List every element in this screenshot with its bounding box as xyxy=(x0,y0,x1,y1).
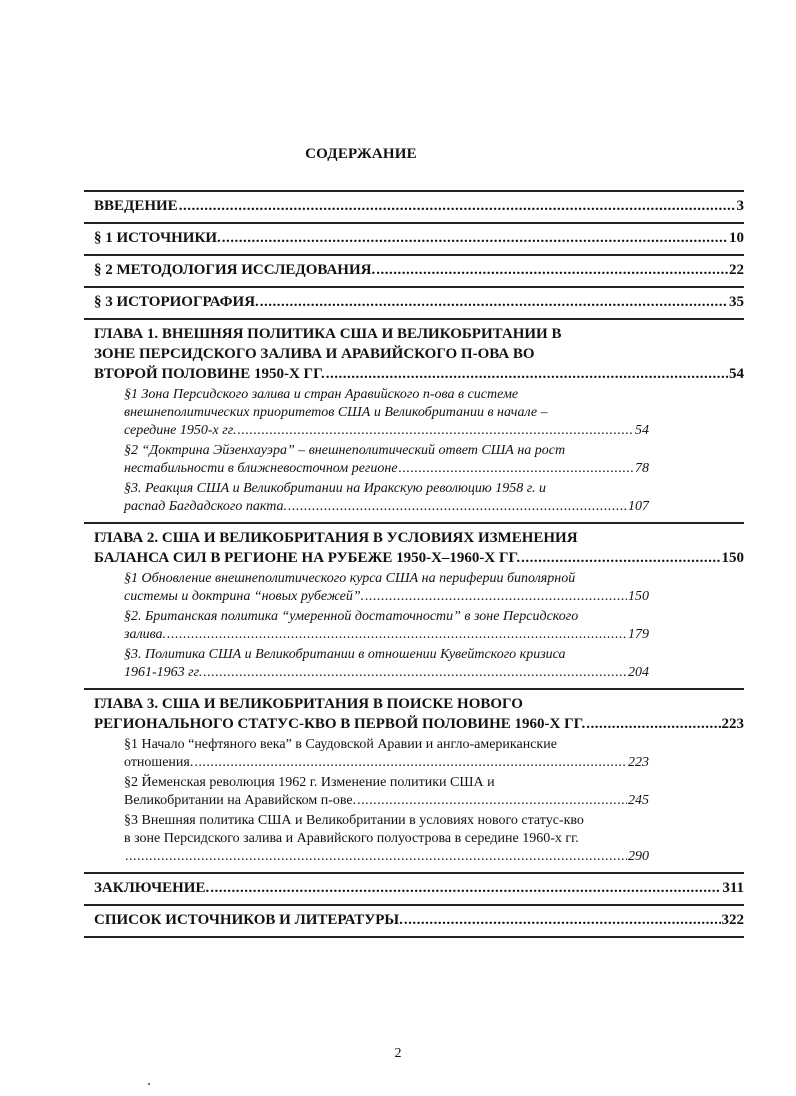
leader-dots xyxy=(203,664,627,682)
page-number: 2 xyxy=(394,1046,402,1061)
toc-chapter-2 xyxy=(84,522,744,688)
leader-dots xyxy=(521,548,720,568)
leader-dots xyxy=(357,792,627,810)
leader-dots xyxy=(167,626,627,644)
subsection-entry[interactable]: §3. Реакция США и Великобритании на Иракскую революцию 1958 г. и распад Багдадского пакта. ..... 107 xyxy=(124,480,649,516)
page-title: СОДЕРЖАНИЕ xyxy=(305,146,417,162)
subsection-entry[interactable]: §1 Зона Персидского залива и стран Аравийского п-ова в системе внешнеполитических приоритетов США и Великобритании в начале – середине 1950-х гг. ..... 54 xyxy=(124,386,649,440)
subsection-entry[interactable]: §2. Британская политика “умеренной достаточности” в зоне Персидского залива. ..... 179 xyxy=(124,608,649,644)
toc-page: 223 xyxy=(721,716,744,732)
leader-dots xyxy=(237,422,634,440)
leader-dots xyxy=(586,714,720,734)
leader-dots xyxy=(179,196,736,216)
toc-page: 322 xyxy=(721,912,744,928)
toc-page: 311 xyxy=(722,880,744,896)
chapter-2-subsections xyxy=(124,570,649,682)
leader-dots xyxy=(210,878,721,898)
toc-chapter-1 xyxy=(84,318,744,522)
subsection-entry[interactable]: §1 Начало “нефтяного века” в Саудовской Аравии и англо-американские отношения. ..... 223 xyxy=(124,736,649,772)
toc-page: 10 xyxy=(729,230,744,246)
leader-dots xyxy=(194,754,627,772)
leader-dots xyxy=(376,260,728,280)
chapter-title-line[interactable]: ГЛАВА 2. США И ВЕЛИКОБРИТАНИЯ В УСЛОВИЯХ ИЗМЕНЕНИЯ xyxy=(94,530,578,546)
toc-page: 22 xyxy=(729,262,744,278)
toc-chapter-3 xyxy=(84,688,744,872)
subsection-entry[interactable]: §2 Йеменская революция 1962 г. Изменение политики США и Великобритании на Аравийском п-ове. ..... 245 xyxy=(124,774,649,810)
leader-dots xyxy=(404,910,721,930)
toc-page: 54 xyxy=(729,366,744,382)
leader-dots xyxy=(125,848,627,866)
leader-dots xyxy=(288,498,627,516)
toc-entry-conclusion[interactable] xyxy=(84,872,744,904)
subsection-entry[interactable]: §2 “Доктрина Эйзенхауэра” – внешнеполитический ответ США на рост нестабильности в ближневосточном регионе ..... 78 xyxy=(124,442,649,478)
subsection-entry[interactable]: §3. Политика США и Великобритании в отношении Кувейтского кризиса 1961-1963 гг. ..... 204 xyxy=(124,646,649,682)
leader-dots xyxy=(399,460,634,478)
toc-page: 35 xyxy=(729,294,744,310)
table-of-contents xyxy=(84,190,744,938)
chapter-title-last-line[interactable]: БАЛАНСА СИЛ В РЕГИОНЕ НА РУБЕЖЕ 1950-Х–1960-Х ГГ. ..... 150 xyxy=(94,548,744,568)
toc-label: § 1 ИСТОЧНИКИ. xyxy=(94,230,221,246)
chapter-title-line[interactable]: ЗОНЕ ПЕРСИДСКОГО ЗАЛИВА И АРАВИЙСКОГО П-ОВА ВО xyxy=(94,346,535,362)
toc-entry-bibliography[interactable] xyxy=(84,904,744,938)
chapter-1-subsections xyxy=(124,386,649,516)
scan-speck xyxy=(148,1083,150,1085)
leader-dots xyxy=(326,364,728,384)
toc-label: СПИСОК ИСТОЧНИКОВ И ЛИТЕРАТУРЫ. xyxy=(94,912,403,928)
toc-page: 150 xyxy=(721,550,744,566)
toc-label: ЗАКЛЮЧЕНИЕ. xyxy=(94,880,210,896)
chapter-title-line[interactable]: ГЛАВА 3. США И ВЕЛИКОБРИТАНИЯ В ПОИСКЕ НОВОГО xyxy=(94,696,523,712)
toc-page: 3 xyxy=(736,198,744,214)
toc-label: ВВЕДЕНИЕ xyxy=(94,198,178,214)
toc-entry-section-3[interactable] xyxy=(84,286,744,318)
toc-entry-section-1[interactable] xyxy=(84,222,744,254)
leader-dots xyxy=(222,228,728,248)
subsection-entry[interactable]: §3 Внешняя политика США и Великобритании в условиях нового статус-кво в зоне Персидского залива и Аравийского полуострова в середине 1960-х гг. ..... 290 xyxy=(124,812,649,866)
toc-label: § 3 ИСТОРИОГРАФИЯ. xyxy=(94,294,259,310)
chapter-title-line[interactable]: ГЛАВА 1. ВНЕШНЯЯ ПОЛИТИКА США И ВЕЛИКОБРИТАНИИ В xyxy=(94,326,562,342)
leader-dots xyxy=(365,588,627,606)
chapter-title-last-line[interactable]: ВТОРОЙ ПОЛОВИНЕ 1950-Х ГГ. ..... 54 xyxy=(94,364,744,384)
toc-label: § 2 МЕТОДОЛОГИЯ ИССЛЕДОВАНИЯ. xyxy=(94,262,376,278)
toc-entry-section-2[interactable] xyxy=(84,254,744,286)
chapter-3-subsections xyxy=(124,736,649,866)
chapter-title-last-line[interactable]: РЕГИОНАЛЬНОГО СТАТУС-КВО В ПЕРВОЙ ПОЛОВИНЕ 1960-Х ГГ. ..... 223 xyxy=(94,714,744,734)
toc-entry-intro[interactable] xyxy=(84,190,744,222)
leader-dots xyxy=(260,292,728,312)
subsection-entry[interactable]: §1 Обновление внешнеполитического курса США на периферии биполярной системы и доктрина “новых рубежей”. ..... 150 xyxy=(124,570,649,606)
